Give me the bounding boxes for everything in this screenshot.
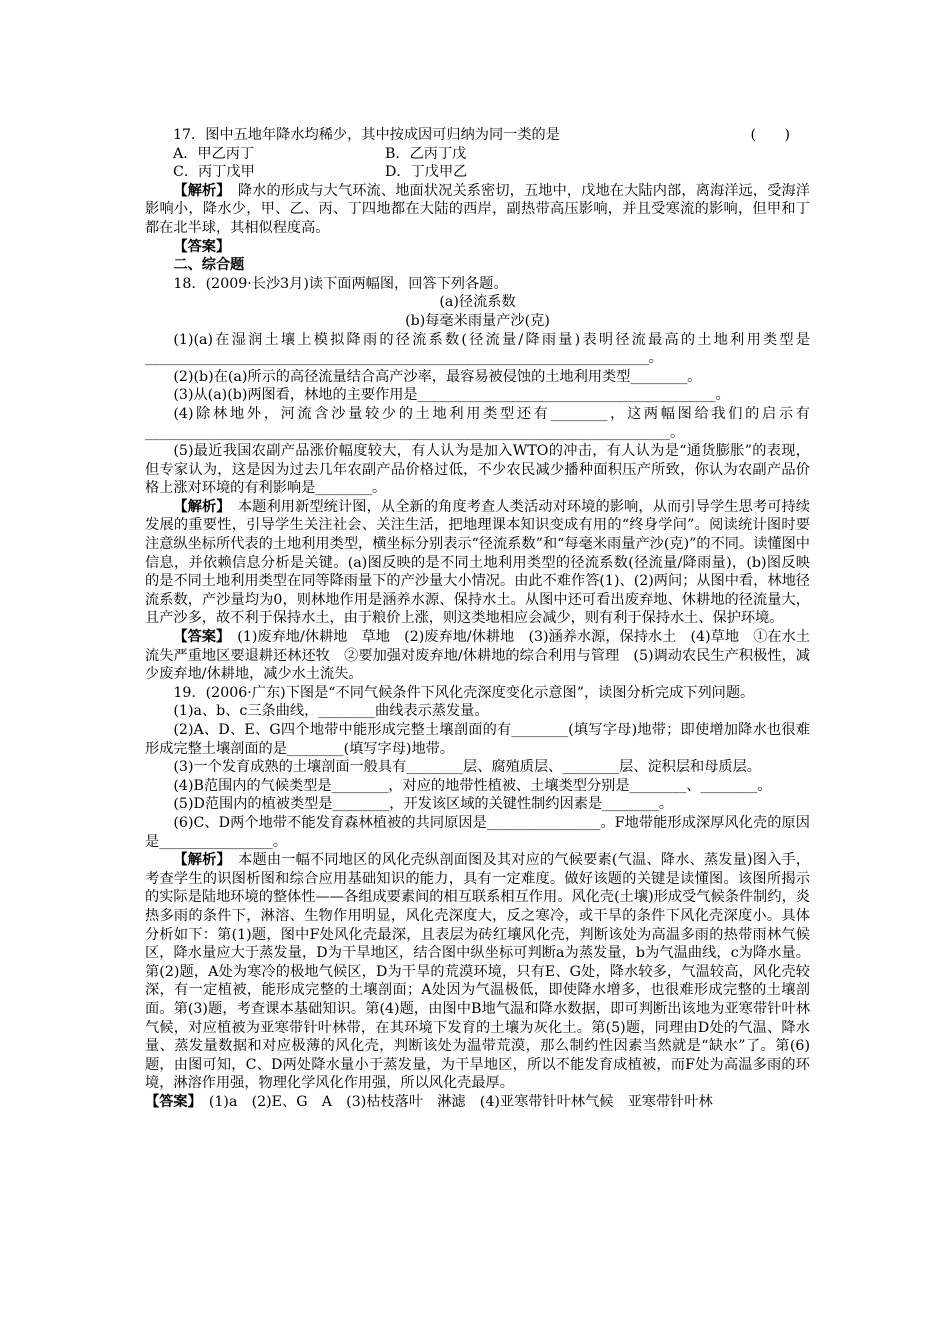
- q17-options-row-2: [145, 163, 810, 182]
- q17-analysis: [145, 182, 810, 238]
- q19-part-5: (5)D范围内的植被类型是________，开发该区域的关键性制约因素是________。: [173, 796, 674, 813]
- q17-option-a: A．甲乙丙丁: [173, 145, 255, 162]
- q17-options-row-1: [145, 145, 810, 164]
- q18-analysis-label: 【解析】: [173, 498, 224, 515]
- q19-analysis-text: 本题由一幅不同地区的风化壳纵剖面图及其对应的气候要素(气温、降水、蒸发量)图入手，考查学生的识图析图和综合应用基础知识的能力，具有一定难度。做好该题的关键是读懂图。该图所揭示的实际是陆地环境的整体性——各组成要素间的相互联系相互作用。风化壳(土壤)形成受气候条件制约，炎热多雨的条件下，淋溶、生物作用明显，风化壳深度大，反之寒冷，或干旱的条件下风化壳深度小。具体分析如下：第(1)题，图中F处风化壳最深，且表层为砖红壤风化壳，判断该处为高温多雨的热带雨林气候区，降水量应大于蒸发量，D为干旱地区，结合图中纵坐标可判断a为蒸发量，b为气温曲线，c为降水量。第(2)题，A处为寒冷的极地气候区，D为干旱的荒漠环境，只有E、G处，降水较多，气温较高，风化壳较深，有一定植被，能形成完整的土壤剖面；A处因为气温极低，即使降水增多，也很难形成完整的土壤剖面。第(3)题，考查课本基础知识。第(4)题，由图中B地气温和降水数据，即可判断出该地为亚寒带针叶林气候，对应植被为亚寒带针叶林带，在其环境下发育的土壤为灰化土。第(5)题，同理由D处的气温、降水量、蒸发量数据和对应极薄的风化壳，判断该处为温带荒漠，那么制约性因素当然就是“缺水”了。第(6)题，由图可知，C、D两处降水量小于蒸发量，为干旱地区，所以不能发育成植被，而F处为高温多雨的环境，淋溶作用强，物理化学风化作用强，所以风化壳最厚。: [145, 852, 811, 1092]
- q17-analysis-text: 降水的形成与大气环流、地面状况关系密切，五地中，戊地在大陆内部，离海洋远，受海洋影响小，降水少，甲、乙、丙、丁四地都在大陆的西岸，副热带高压影响，并且受寒流的影响，但甲和丁都在北半球，其相似程度高。: [145, 182, 810, 236]
- q19-answer-label: 【答案】: [145, 1093, 195, 1110]
- q19-analysis: [145, 851, 810, 1093]
- q17-analysis-label: 【解析】: [173, 182, 224, 199]
- q18-answer-label: 【答案】: [173, 629, 224, 646]
- q18-figure-a-caption: (a)径流系数: [439, 294, 516, 311]
- q19-analysis-label: 【解析】: [173, 852, 224, 869]
- q18-analysis-text: 本题利用新型统计图，从全新的角度考查人类活动对环境的影响，从而引导学生思考可持续发展的重要性，引导学生关注社会、关注生活，把地理课本知识变成有用的“终身学问”。阅读统计图时要注意纵坐标所代表的土地利用类型，横坐标分别表示“径流系数”和“每毫米雨量产沙(克)”的不同。读懂图中信息，并依赖信息分析是关键。(a)图反映的是不同土地利用类型的径流系数(径流量/降雨量)，(b)图反映的是不同土地利用类型在同等降雨量下的产沙量大小情况。由此不难作答(1)、(2)两问；从图中看，林地径流系数，产沙量均为0，则林地作用是涵养水源、保持水土。从图中还可看出废弃地、休耕地的径流量大，且产沙多，故不利于保持水土，由于粮价上涨，则这类地相应会减少，则有利于保持水土、保护环境。: [145, 498, 810, 627]
- q18-part-2: (2)(b)在(a)所示的高径流量结合高产沙率，最容易被侵蚀的土地利用类型________。: [173, 368, 702, 385]
- q18-stem: 18．(2009·长沙3月)读下面两幅图，回答下列各题。: [173, 275, 508, 292]
- q17-option-c: C．丙丁戊甲: [173, 164, 255, 181]
- q17-answer-label: 【答案】: [173, 238, 231, 255]
- q19-stem: 19．(2006·广东)下图是“不同气候条件下风化壳深度变化示意图”，读图分析完成下列问题。: [173, 684, 755, 701]
- q19-part-3: (3)一个发育成熟的土壤剖面一般具有________层、腐殖质层、________层、淀积层和母质层。: [173, 759, 761, 776]
- q19-part-6: (6)C、D两个地带不能发育森林植被的共同原因是________________。F地带能形成深厚风化壳的原因是________________。: [145, 814, 810, 850]
- q19-part-2: (2)A、D、E、G四个地带中能形成完整土壤剖面的有________(填写字母)地带；即使增加降水也很难形成完整土壤剖面的是________(填写字母)地带。: [145, 722, 810, 757]
- q19-answer: [145, 1093, 810, 1112]
- section-heading: 二、综合题: [173, 257, 245, 274]
- q17-option-b: B．乙丙丁戊: [385, 145, 467, 162]
- q19-part-4: (4)B范围内的气候类型是________，对应的地带性植被、土壤类型分别是________、________。: [173, 777, 772, 794]
- q17-option-d: D．丁戊甲乙: [385, 164, 468, 181]
- q17-stem-line: [145, 126, 810, 145]
- q18-answer-text: (1)废弃地/休耕地 草地 (2)废弃地/休耕地 (3)涵养水源，保持水土 (4)草地 ①在水土流失严重地区要退耕还林还牧 ②要加强对废弃地/休耕地的综合利用与管理 (5)调动农民生产积极性，减少废弃地/休耕地，减少水土流失。: [145, 629, 811, 683]
- q17-stem: 17．图中五地年降水均稀少，其中按成因可归纳为同一类的是: [173, 127, 560, 143]
- document-page: [145, 126, 810, 1111]
- q19-part-1: (1)a、b、c三条曲线，________曲线表示蒸发量。: [173, 703, 489, 720]
- q18-part-3: (3)从(a)(b)两图看，林地的主要作用是__________________________________________。: [173, 387, 730, 404]
- q18-analysis: [145, 498, 810, 628]
- q18-answer: [145, 628, 810, 684]
- q17-answer-paren: ( ): [750, 127, 790, 143]
- q18-part-5: (5)最近我国农副产品涨价幅度较大，有人认为是加入WTO的冲击，有人认为是“通货膨胀”的表现，但专家认为，这是因为过去几年农副产品价格过低，不少农民减少播种面积压产所致，你认为农副产品价格上涨对环境的有利影响是________。: [145, 443, 810, 497]
- q18-part-1: (1)(a)在湿润土壤上模拟降雨的径流系数(径流量/降雨量)表明径流最高的土地利用类型是_______________________________________________________________________。: [145, 331, 810, 367]
- q18-part-4: (4)除林地外，河流含沙量较少的土地利用类型还有________，这两幅图给我们的启示有__________________________________________________________________________。: [145, 405, 810, 441]
- q19-answer-text: (1)a (2)E、G A (3)枯枝落叶 淋滤 (4)亚寒带针叶林气候 亚寒带针叶林: [194, 1093, 713, 1110]
- q18-figure-b-caption: (b)每毫米雨量产沙(克): [405, 312, 550, 329]
